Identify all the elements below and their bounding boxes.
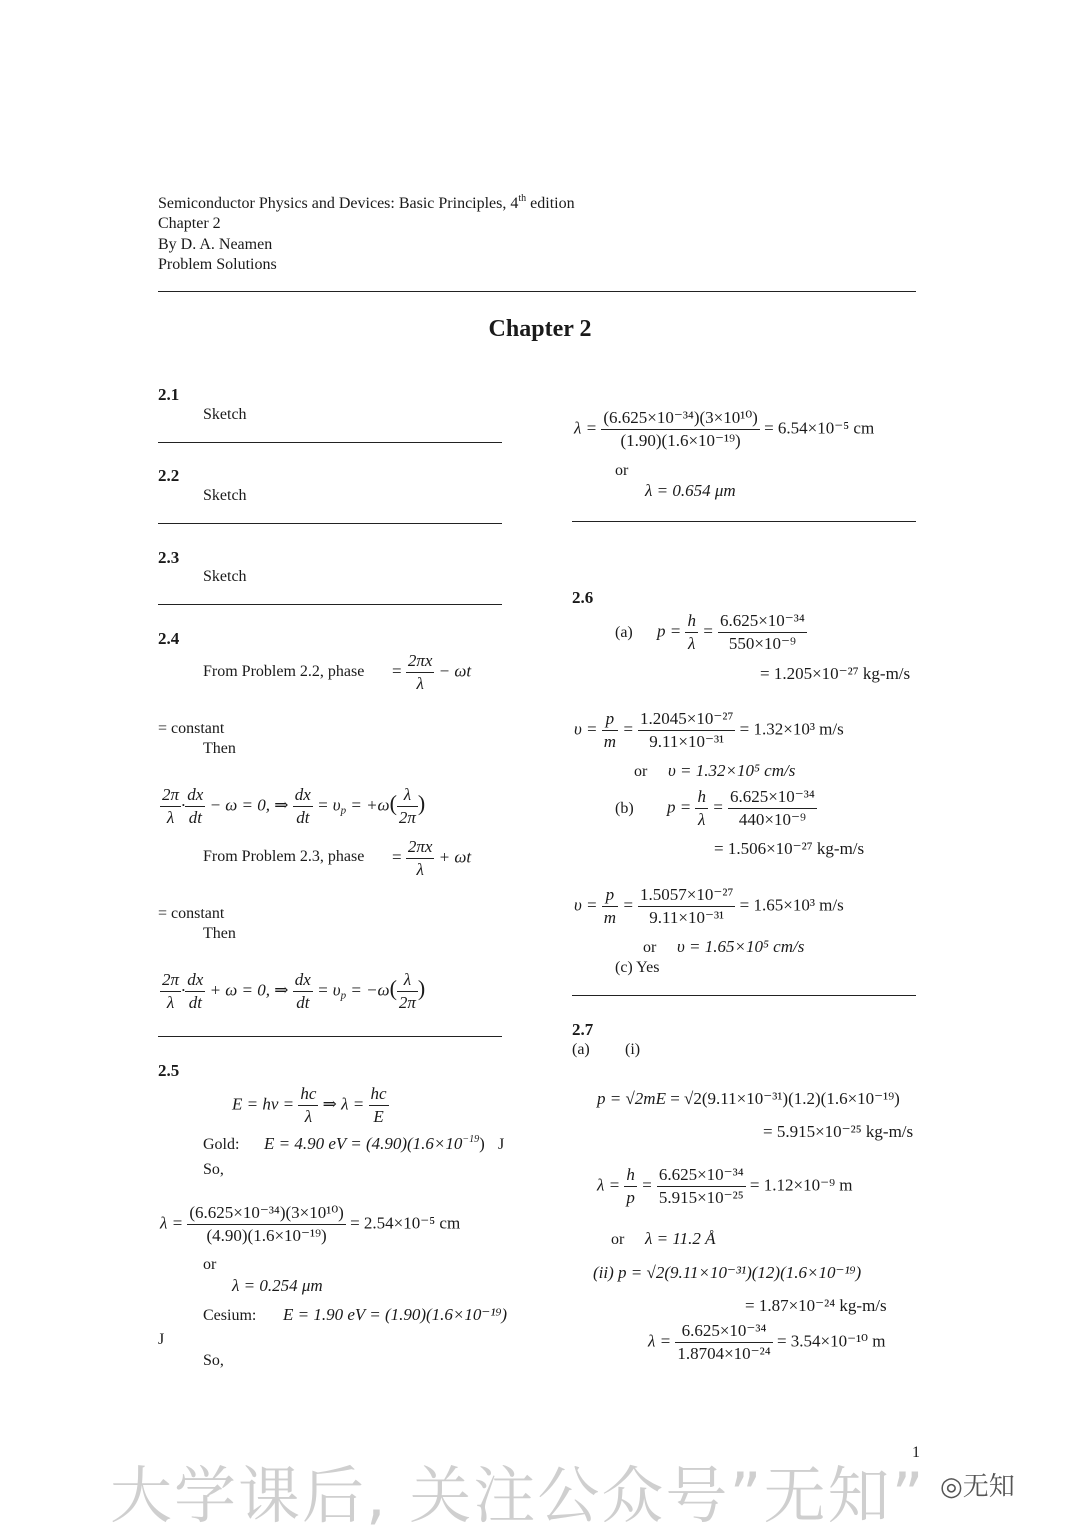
so-label-1: So, [203, 1161, 224, 1178]
problem-2-4-from-2-2: From Problem 2.2, phase [203, 663, 365, 680]
energy-equation: E = hν = $\frac{hc}{\lambda}$ ⇒ λ = $\frac{hc}{E}$ [232, 1084, 387, 1126]
part-a-label: (a) [615, 624, 633, 641]
gold-label: Gold: [203, 1136, 240, 1153]
divider [158, 523, 502, 524]
momentum-a-equation: p = $\frac{h}{\lambda}$ = $\frac{\text{6.625×10⁻³⁴}}{\text{550×10⁻⁹}}$ [657, 611, 805, 653]
problem-2-4-constant-2: = constant [158, 905, 225, 922]
part-b-label: (b) [615, 800, 634, 817]
cesium-unit: J [158, 1331, 165, 1348]
or-label-5: or [611, 1231, 625, 1248]
or-label-3: or [634, 763, 648, 780]
velocity-a-equation: υ = $\frac{p}{m}$ = $\frac{\text{1.2045×10⁻²⁷}}{\text{9.11×10⁻³¹}}$ = 1.32×10³ m/s [574, 709, 844, 751]
problem-2-3-text: Sketch [203, 568, 247, 585]
problem-2-2-number: 2.2 [158, 466, 180, 485]
subpart-i-label: (i) [625, 1041, 641, 1058]
problem-2-4-from-2-3: From Problem 2.3, phase [203, 848, 365, 865]
velocity-b-cm: υ = 1.65×10⁵ cm/s [677, 937, 805, 956]
cesium-wavelength-um: λ = 0.654 μm [645, 481, 736, 500]
velocity-equation-1: $\frac{2\pi}{\lambda}$ · $\frac{dx}{dt}$ − ω = 0, ⇒ $\frac{dx}{dt}$ = $\upsilon_p = +\omega$( $\frac{\lambda}{2\pi}$ ) [162, 785, 426, 827]
momentum-b-equation: p = $\frac{h}{\lambda}$ = $\frac{\text{6.625×10⁻³⁴}}{\text{440×10⁻⁹}}$ [667, 787, 815, 829]
cesium-energy-equation: E = 1.90 eV = (1.90)(1.6×10⁻¹⁹) [283, 1305, 508, 1324]
problem-2-2-text: Sketch [203, 487, 247, 504]
header-rule [158, 291, 916, 292]
problem-2-6-number: 2.6 [572, 588, 594, 607]
part-c-answer: (c) Yes [615, 959, 660, 976]
momentum-b-result: = 1.506×10⁻²⁷ kg-m/s [714, 839, 865, 858]
wavelength-ii-equation: λ = $\frac{\text{6.625×10⁻³⁴}}{\text{1.8704×10⁻²⁴}}$ = 3.54×10⁻¹⁰ m [648, 1321, 886, 1363]
wechat-icon: ◎ [940, 1472, 963, 1502]
problem-2-1-number: 2.1 [158, 385, 180, 404]
problem-2-7-number: 2.7 [572, 1020, 594, 1039]
doc-header-line3: By D. A. Neamen [158, 236, 273, 253]
momentum-ii-result: = 1.87×10⁻²⁴ kg-m/s [745, 1296, 887, 1315]
gold-wavelength-equation: λ = $\frac{\text{(6.625×10⁻³⁴)(3×10¹⁰)}}{\text{(4.90)(1.6×10⁻¹⁹)}}$ = 2.54×10⁻⁵ cm [160, 1203, 461, 1245]
gold-energy-equation: E = 4.90 eV = $(4.90)(1.6\times 10^{-19})$ [264, 1134, 485, 1153]
divider [572, 521, 916, 522]
doc-header-line4: Problem Solutions [158, 256, 277, 273]
wavelength-i-angstrom: λ = 11.2 Å [645, 1229, 716, 1248]
wavelength-i-equation: λ = $\frac{h}{p}$ = $\frac{\text{6.625×10⁻³⁴}}{\text{5.915×10⁻²⁵}}$ = 1.12×10⁻⁹ m [597, 1165, 853, 1207]
momentum-i-result: = 5.915×10⁻²⁵ kg-m/s [763, 1122, 914, 1141]
problem-2-4-then-2: Then [203, 925, 236, 942]
divider [158, 1036, 502, 1037]
part-a-label-2-7: (a) [572, 1041, 590, 1058]
cesium-wavelength-equation: λ = $\frac{\text{(6.625×10⁻³⁴)(3×10¹⁰)}}{\text{(1.90)(1.6×10⁻¹⁹)}}$ = 6.54×10⁻⁵ cm [574, 408, 875, 450]
problem-2-5-number: 2.5 [158, 1061, 180, 1080]
momentum-a-result: = 1.205×10⁻²⁷ kg-m/s [760, 664, 911, 683]
watermark-logo: ◎无知 [940, 1472, 1015, 1502]
doc-header-line2: Chapter 2 [158, 215, 221, 232]
problem-2-1-text: Sketch [203, 406, 247, 423]
chapter-title: Chapter 2 [488, 316, 592, 342]
so-label-2: So, [203, 1352, 224, 1369]
velocity-a-cm: υ = 1.32×10⁵ cm/s [668, 761, 796, 780]
problem-2-4-constant-1: = constant [158, 720, 225, 737]
doc-header-line1: Semiconductor Physics and Devices: Basic Principles, 4th edition [158, 193, 575, 212]
or-label-1: or [203, 1256, 217, 1273]
divider [572, 995, 916, 996]
problem-2-3-number: 2.3 [158, 548, 180, 567]
gold-unit: J [498, 1136, 505, 1153]
divider [158, 604, 502, 605]
watermark-text: 大学课后, 关注公众号”无知” [110, 1459, 926, 1532]
page-number: 1 [912, 1444, 920, 1461]
cesium-label: Cesium: [203, 1307, 257, 1324]
divider [158, 442, 502, 443]
gold-wavelength-um: λ = 0.254 μm [232, 1276, 323, 1295]
phase-equation-2: = $\frac{2\pi x}{\lambda}$ + ωt [392, 837, 472, 879]
or-label-4: or [643, 939, 657, 956]
velocity-b-equation: υ = $\frac{p}{m}$ = $\frac{\text{1.5057×10⁻²⁷}}{\text{9.11×10⁻³¹}}$ = 1.65×10³ m/s [574, 885, 844, 927]
phase-equation-1: = $\frac{2\pi x}{\lambda}$ − ωt [392, 651, 472, 693]
or-label-2: or [615, 462, 629, 479]
momentum-ii-equation: (ii) p = √2(9.11×10⁻³¹)(12)(1.6×10⁻¹⁹) [593, 1263, 862, 1282]
problem-2-4-number: 2.4 [158, 629, 180, 648]
problem-2-4-then-1: Then [203, 740, 236, 757]
velocity-equation-2: $\frac{2\pi}{\lambda}$ · $\frac{dx}{dt}$ + ω = 0, ⇒ $\frac{dx}{dt}$ = $\upsilon_p = -\omega$( $\frac{\lambda}{2\pi}$ ) [162, 970, 426, 1012]
momentum-i-equation: p = √2mE = √2(9.11×10⁻³¹)(1.2)(1.6×10⁻¹⁹) [597, 1089, 900, 1108]
